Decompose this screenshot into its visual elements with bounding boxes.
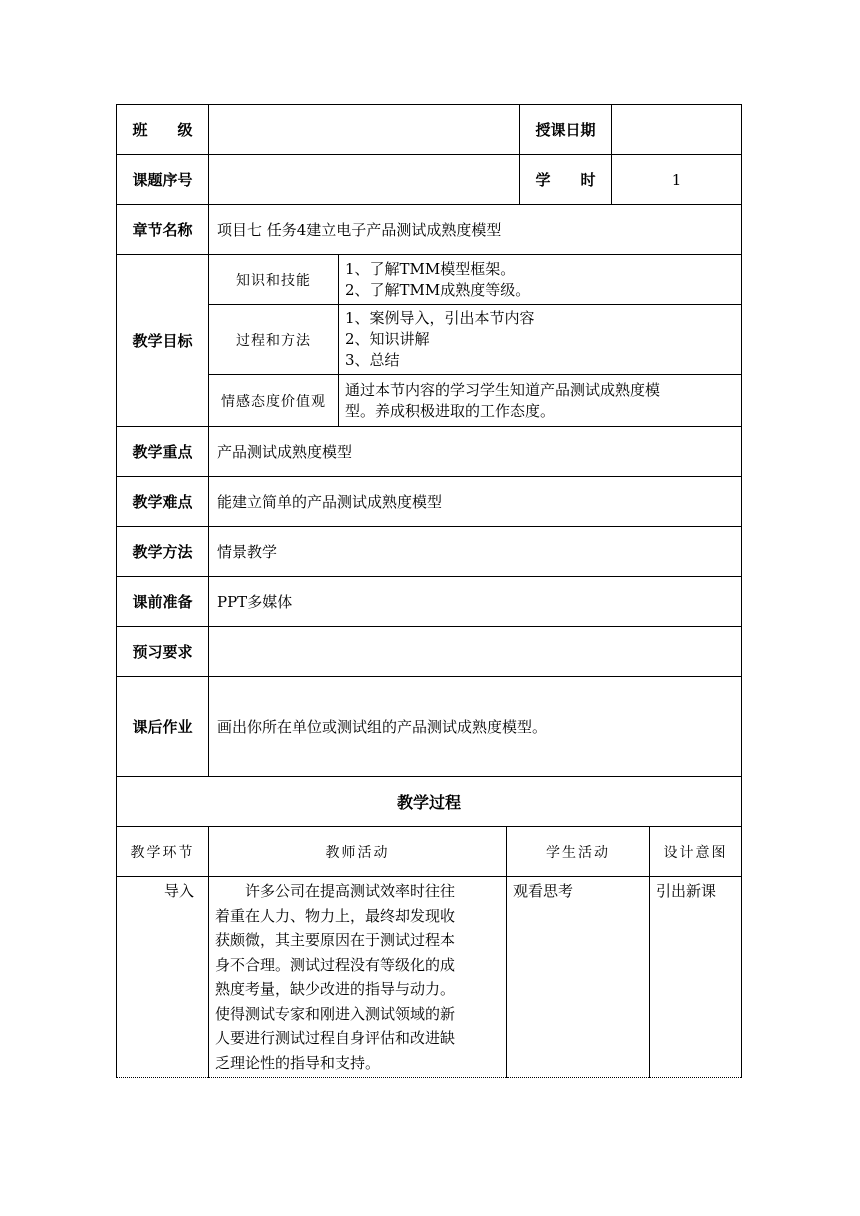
chapter-value: 项目七 任务4建立电子产品测试成熟度模型 (209, 205, 742, 255)
difficulty-label: 教学难点 (117, 477, 209, 527)
date-value (612, 105, 742, 155)
teacher-line: 身不合理。测试过程没有等级化的成 (215, 955, 456, 974)
header-intent: 设计意图 (650, 827, 742, 877)
goal-knowledge-line: 1、了解TMM模型框架。 (345, 259, 516, 278)
teacher-line: 获颇微，其主要原因在于测试过程本 (215, 931, 456, 949)
row-class (117, 105, 742, 155)
teacher-line: 乏理论性的指导和支持。 (215, 1053, 381, 1072)
goal-attitude-content (339, 375, 742, 427)
row-method (117, 527, 742, 577)
goal-process-content (339, 305, 742, 375)
process-title-row (117, 777, 742, 827)
header-student: 学生活动 (507, 827, 650, 877)
row-goal-attitude (117, 375, 742, 427)
goal-knowledge-label: 知识和技能 (209, 255, 339, 305)
hours-value: 1 (612, 155, 742, 205)
process-title: 教学过程 (117, 777, 742, 827)
teacher-line: 熟度考量，缺少改进的指导与动力。 (215, 980, 456, 998)
method-label: 教学方法 (117, 527, 209, 577)
difficulty-value: 能建立简单的产品测试成熟度模型 (209, 477, 742, 527)
goal-attitude-line: 通过本节内容的学习学生知道产品测试成熟度模 (345, 380, 661, 399)
focus-label: 教学重点 (117, 427, 209, 477)
row-difficulty (117, 477, 742, 527)
lesson-plan-document (116, 104, 741, 1078)
lesson-info-table (116, 104, 742, 777)
homework-label: 课后作业 (117, 677, 209, 777)
method-value: 情景教学 (209, 527, 742, 577)
goal-process-line: 3、总结 (345, 351, 400, 369)
goal-process-line: 2、知识讲解 (345, 330, 430, 348)
row-preview (117, 627, 742, 677)
row-chapter (117, 205, 742, 255)
stage-cell: 导入 (117, 877, 209, 1078)
goal-process-line: 1、案例导入，引出本节内容 (345, 309, 535, 327)
row-prep (117, 577, 742, 627)
class-label: 班 级 (117, 105, 209, 155)
goal-knowledge-content (339, 255, 742, 305)
row-lesson-no (117, 155, 742, 205)
row-focus (117, 427, 742, 477)
goal-attitude-label: 情感态度价值观 (209, 375, 339, 427)
goal-knowledge-line: 2、了解TMM成熟度等级。 (345, 280, 531, 299)
date-label: 授课日期 (520, 105, 612, 155)
teacher-line: 许多公司在提高测试效率时往往 (215, 882, 456, 900)
header-teacher: 教师活动 (209, 827, 507, 877)
row-goal-process (117, 305, 742, 375)
student-activity-cell: 观看思考 (507, 877, 650, 1078)
teacher-line: 使得测试专家和刚进入测试领域的新 (215, 1004, 456, 1023)
preview-value (209, 627, 742, 677)
lesson-no-value (209, 155, 520, 205)
teacher-activity-cell (209, 877, 507, 1078)
process-row (117, 877, 742, 1078)
header-stage: 教学环节 (117, 827, 209, 877)
preview-label: 预习要求 (117, 627, 209, 677)
class-value (209, 105, 520, 155)
prep-label: 课前准备 (117, 577, 209, 627)
design-intent-cell: 引出新课 (650, 877, 742, 1078)
teacher-line: 着重在人力、物力上，最终却发现收 (215, 906, 456, 925)
hours-label: 学 时 (520, 155, 612, 205)
lesson-no-label: 课题序号 (117, 155, 209, 205)
focus-value: 产品测试成熟度模型 (209, 427, 742, 477)
chapter-label: 章节名称 (117, 205, 209, 255)
goal-process-label: 过程和方法 (209, 305, 339, 375)
goal-attitude-line: 型。养成积极进取的工作态度。 (345, 401, 556, 420)
process-header-row (117, 827, 742, 877)
teaching-process-table (116, 776, 742, 1078)
row-goal-knowledge (117, 255, 742, 305)
prep-value: PPT多媒体 (209, 577, 742, 627)
row-homework (117, 677, 742, 777)
teacher-line: 人要进行测试过程自身评估和改进缺 (215, 1029, 456, 1047)
goals-label: 教学目标 (117, 255, 209, 427)
homework-value: 画出你所在单位或测试组的产品测试成熟度模型。 (209, 677, 742, 777)
